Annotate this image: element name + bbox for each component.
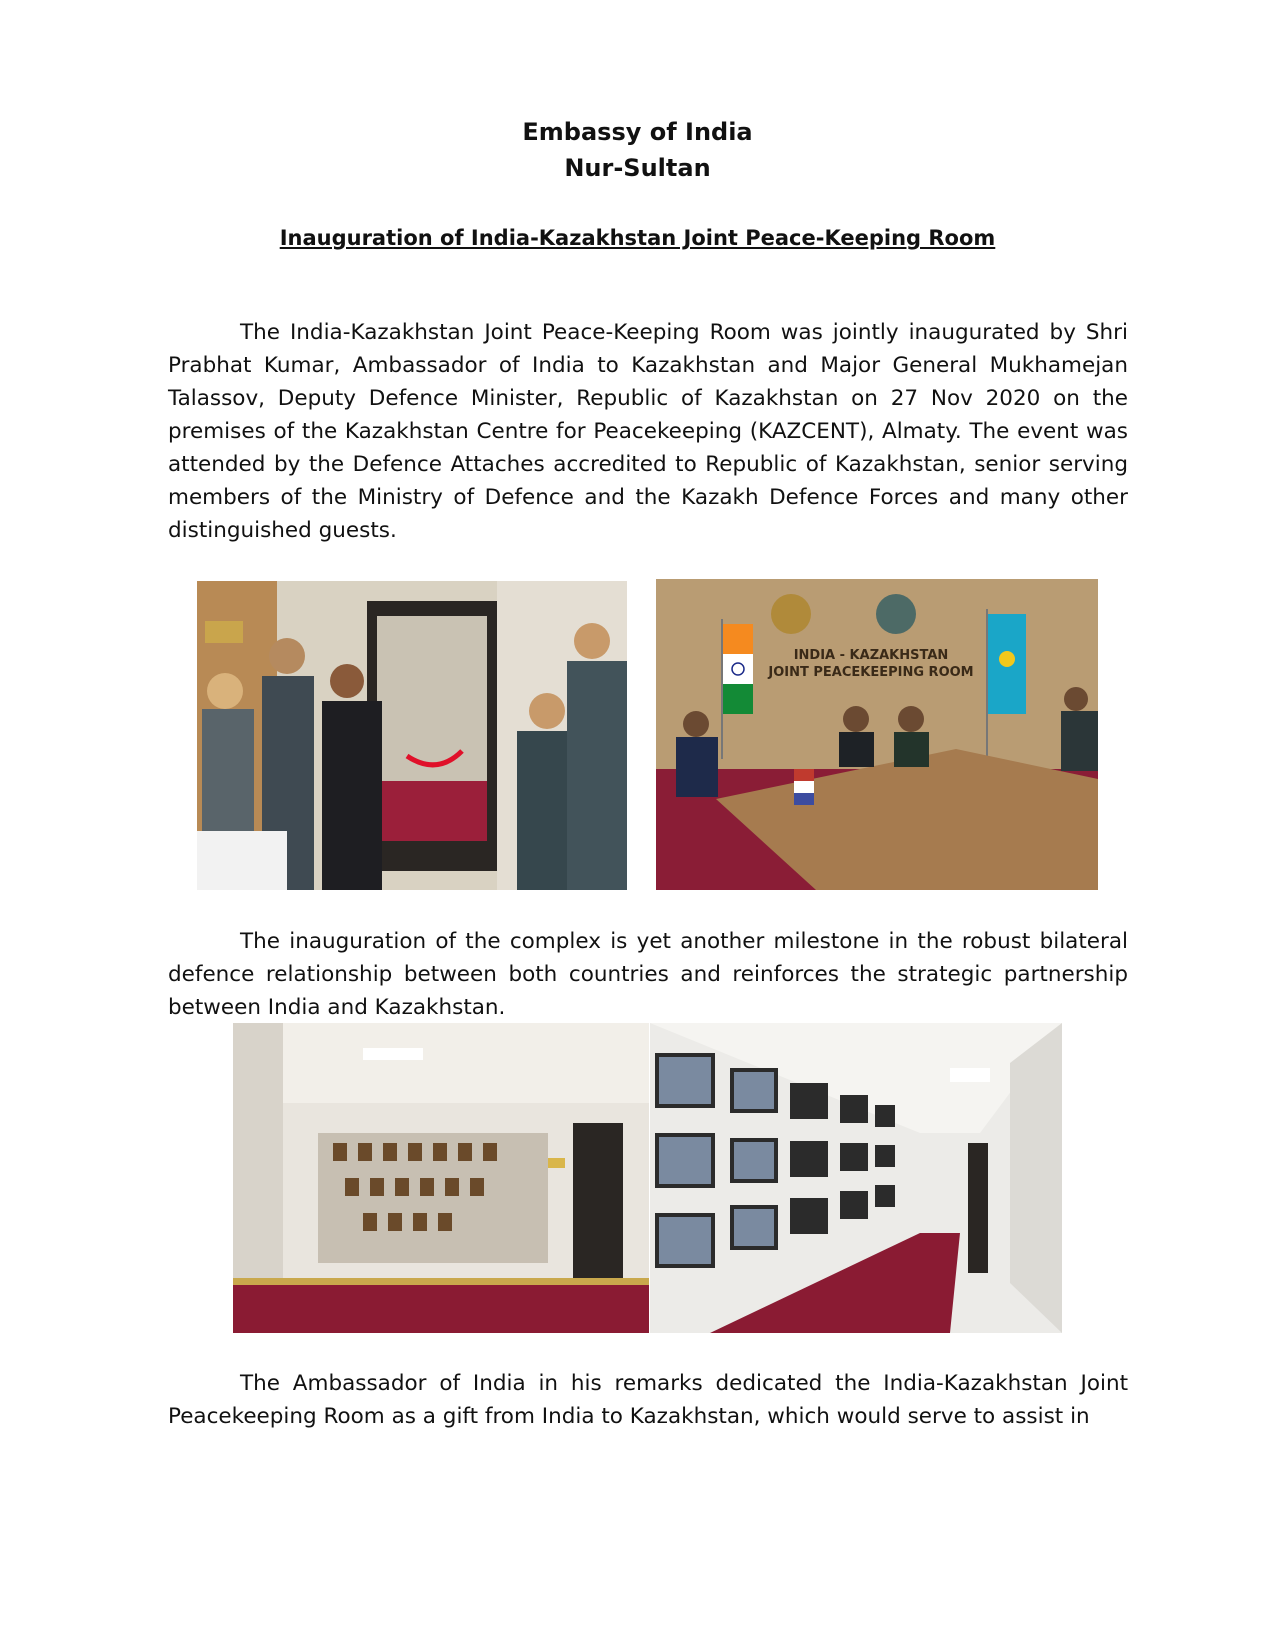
paragraph-2-text: The inauguration of the complex is yet another milestone in the robust bilateral defence relationship between both countries and reinforces the strategic partnership between India and Kazakhstan. bbox=[168, 929, 1128, 1020]
paragraph-3 bbox=[168, 1367, 1128, 1433]
header-embassy: Embassy of India bbox=[522, 118, 753, 146]
photo-gallery-corridor bbox=[650, 1023, 1062, 1333]
room-sign-line2: JOINT PEACEKEEPING ROOM bbox=[768, 665, 974, 680]
paragraph-1-text: The India-Kazakhstan Joint Peace-Keeping Room was jointly inaugurated by Shri Prabhat Kumar, Ambassador of India to Kazakhstan and Major General Mukhamejan Talassov, Deputy Defence Minister, Republic of Kazakhstan on 27 Nov 2020 on the premises of the Kazakhstan Centre for Peacekeeping (KAZCENT), Almaty. The event was attended by the Defence Attaches accredited to Republic of Kazakhstan, senior serving members of the Ministry of Defence and the Kazakh Defence Forces and many other distinguished guests. bbox=[168, 320, 1128, 543]
paragraph-3-text: The Ambassador of India in his remarks dedicated the India-Kazakhstan Joint Peacekeeping Room as a gift from India to Kazakhstan, which would serve to assist in bbox=[168, 1371, 1128, 1429]
header-city: Nur-Sultan bbox=[564, 154, 711, 182]
photo-conference-room bbox=[656, 579, 1098, 890]
photo-plaques-wall bbox=[233, 1023, 649, 1333]
photo-ribbon-cutting bbox=[197, 581, 627, 890]
paragraph-2 bbox=[168, 925, 1128, 1024]
paragraph-1 bbox=[168, 316, 1128, 547]
page-title: Inauguration of India-Kazakhstan Joint Peace-Keeping Room bbox=[279, 226, 996, 250]
room-sign-line1: INDIA - KAZAKHSTAN bbox=[793, 648, 949, 663]
